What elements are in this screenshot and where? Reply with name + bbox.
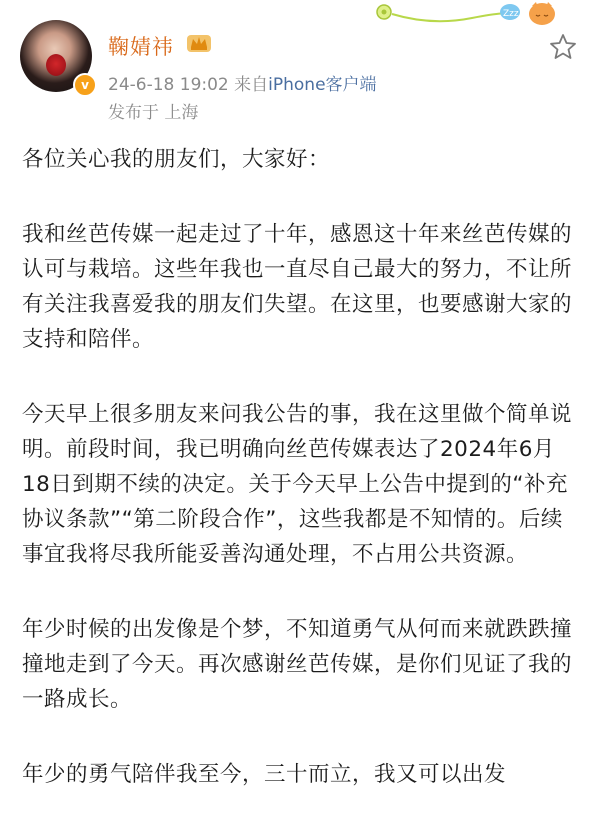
avatar-flower — [46, 54, 66, 76]
post-source-link[interactable]: iPhone客户端 — [268, 75, 377, 95]
post-paragraph: 我和丝芭传媒一起走过了十年，感恩这十年来丝芭传媒的认可与栽培。这些年我也一直尽自己最大的努力，不让所有关注我喜爱我的朋友们失望。在这里，也要感谢大家的支持和陪伴。 — [22, 222, 573, 352]
post-paragraph: 各位关心我的朋友们，大家好： — [22, 147, 331, 172]
post-header — [0, 0, 600, 130]
username[interactable]: 鞠婧祎 — [108, 35, 174, 59]
post-source-prefix: 来自 — [234, 75, 269, 95]
post-paragraph: 年少时候的出发像是个梦，不知道勇气从何而来就跌跌撞撞地走到了今天。再次感谢丝芭传媒，是你们见证了我的一路成长。 — [22, 617, 573, 712]
vine-decoration — [372, 0, 592, 30]
post-body — [22, 142, 582, 832]
post-paragraph: 今天早上很多朋友来问我公告的事，我在这里做个简单说明。前段时间，我已明确向丝芭传媒表达了2024年6月18日到期不续的决定。关于今天早上公告中提到的“补充协议条款”“第二阶段合作”，这些我都是不知情的。后续事宜我将尽我所能妥善沟通处理，不占用公共资源。 — [22, 402, 573, 567]
verified-badge-icon: v — [73, 73, 97, 97]
post-timestamp: 24-6-18 19:02 — [108, 75, 229, 95]
star-icon[interactable] — [548, 32, 578, 62]
crown-icon — [186, 32, 212, 54]
post-paragraph: 年少的勇气陪伴我至今，三十而立，我又可以出发 — [22, 762, 507, 787]
post-meta — [108, 70, 377, 95]
post-location: 发布于 上海 — [108, 103, 199, 123]
sleep-badge-text: Zzz — [503, 9, 519, 19]
